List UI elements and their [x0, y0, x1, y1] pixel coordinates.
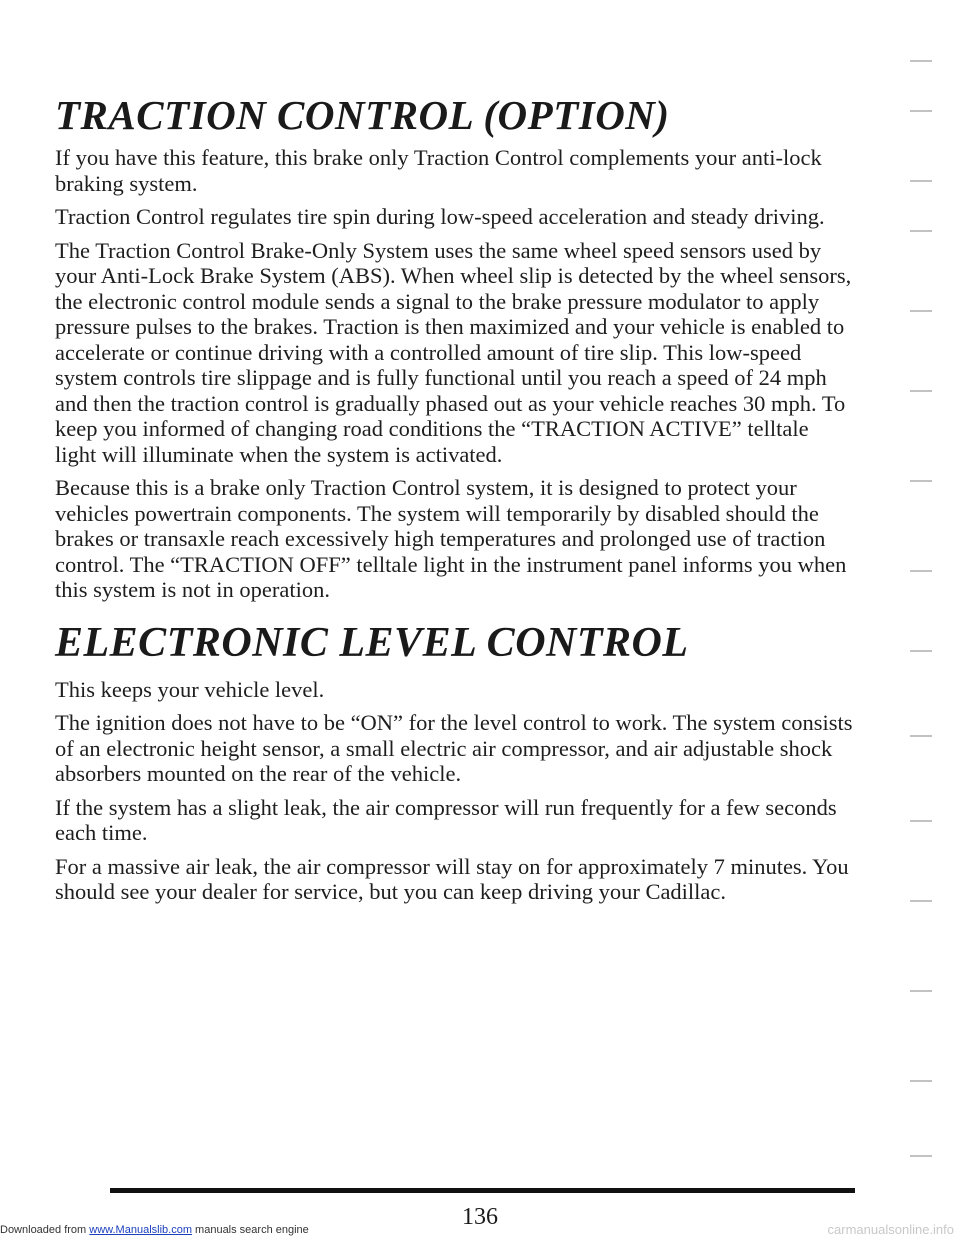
paragraph: The Traction Control Brake-Only System uses the same wheel speed sensors used by your Anti-Lock Brake System (ABS). When wheel slip is detected by the wheel sensors, the electronic control module sends a signal to the brake pressure modulator to apply pressure pulses to the brakes. Traction is then maximized and your vehicle is enabled to accelerate or continue driving with a controlled amount of tire slip. This low-speed system controls tire slippage and is fully functional until you reach a speed of 24 mph and then the traction control is gradually phased out as your vehicle reaches 30 mph. To keep you informed of changing road conditions the “TRACTION ACTIVE” telltale light will illuminate when the system is activated.	[55, 237, 852, 467]
paragraph: Traction Control regulates tire spin during low-speed acceleration and steady driving.	[55, 204, 825, 230]
margin-mark	[910, 230, 932, 232]
site-watermark: carmanualsonline.info	[827, 1222, 954, 1237]
section-title-electronic-level-control: ELECTRONIC LEVEL CONTROL	[55, 619, 689, 666]
margin-mark	[910, 180, 932, 182]
margin-mark	[910, 390, 932, 392]
manualslib-link[interactable]: www.Manualslib.com	[89, 1224, 192, 1236]
paragraph: For a massive air leak, the air compressor will stay on for approximately 7 minutes. You should see your dealer for service, but you can keep driving your Cadillac.	[55, 853, 849, 905]
margin-mark	[910, 1155, 932, 1157]
paragraph: If the system has a slight leak, the air compressor will run frequently for a few seconds each time.	[55, 794, 837, 846]
binding-margin-marks	[902, 60, 932, 1200]
margin-mark	[910, 650, 932, 652]
margin-mark	[910, 1080, 932, 1082]
section-title-traction-control: TRACTION CONTROL (OPTION)	[55, 92, 670, 138]
paragraph: This keeps your vehicle level.	[55, 676, 325, 702]
margin-mark	[910, 900, 932, 902]
paragraph: If you have this feature, this brake only Traction Control complements your anti-lock braking system.	[55, 145, 822, 196]
manual-page-content	[55, 92, 855, 913]
download-suffix: manuals search engine	[195, 1224, 309, 1236]
margin-mark	[910, 990, 932, 992]
margin-mark	[910, 570, 932, 572]
download-prefix: Downloaded from	[0, 1224, 87, 1236]
page-number: 136	[462, 1204, 498, 1230]
download-banner	[0, 1224, 309, 1236]
paragraph: The ignition does not have to be “ON” for the level control to work. The system consists of an electronic height sensor, a small electric air compressor, and air adjustable shock absorbers mounted on the rear of the vehicle.	[55, 710, 853, 787]
margin-mark	[910, 110, 932, 112]
paragraph: Because this is a brake only Traction Control system, it is designed to protect your vehicles powertrain components. The system will temporarily by disabled should the brakes or transaxle reach excessively high temperatures and prolonged use of traction control. The “TRACTION OFF” telltale light in the instrument panel informs you when this system is not in operation.	[55, 475, 847, 603]
margin-mark	[910, 480, 932, 482]
margin-mark	[910, 820, 932, 822]
margin-mark	[910, 60, 932, 62]
margin-mark	[910, 735, 932, 737]
footer-rule	[110, 1188, 855, 1193]
margin-mark	[910, 310, 932, 312]
